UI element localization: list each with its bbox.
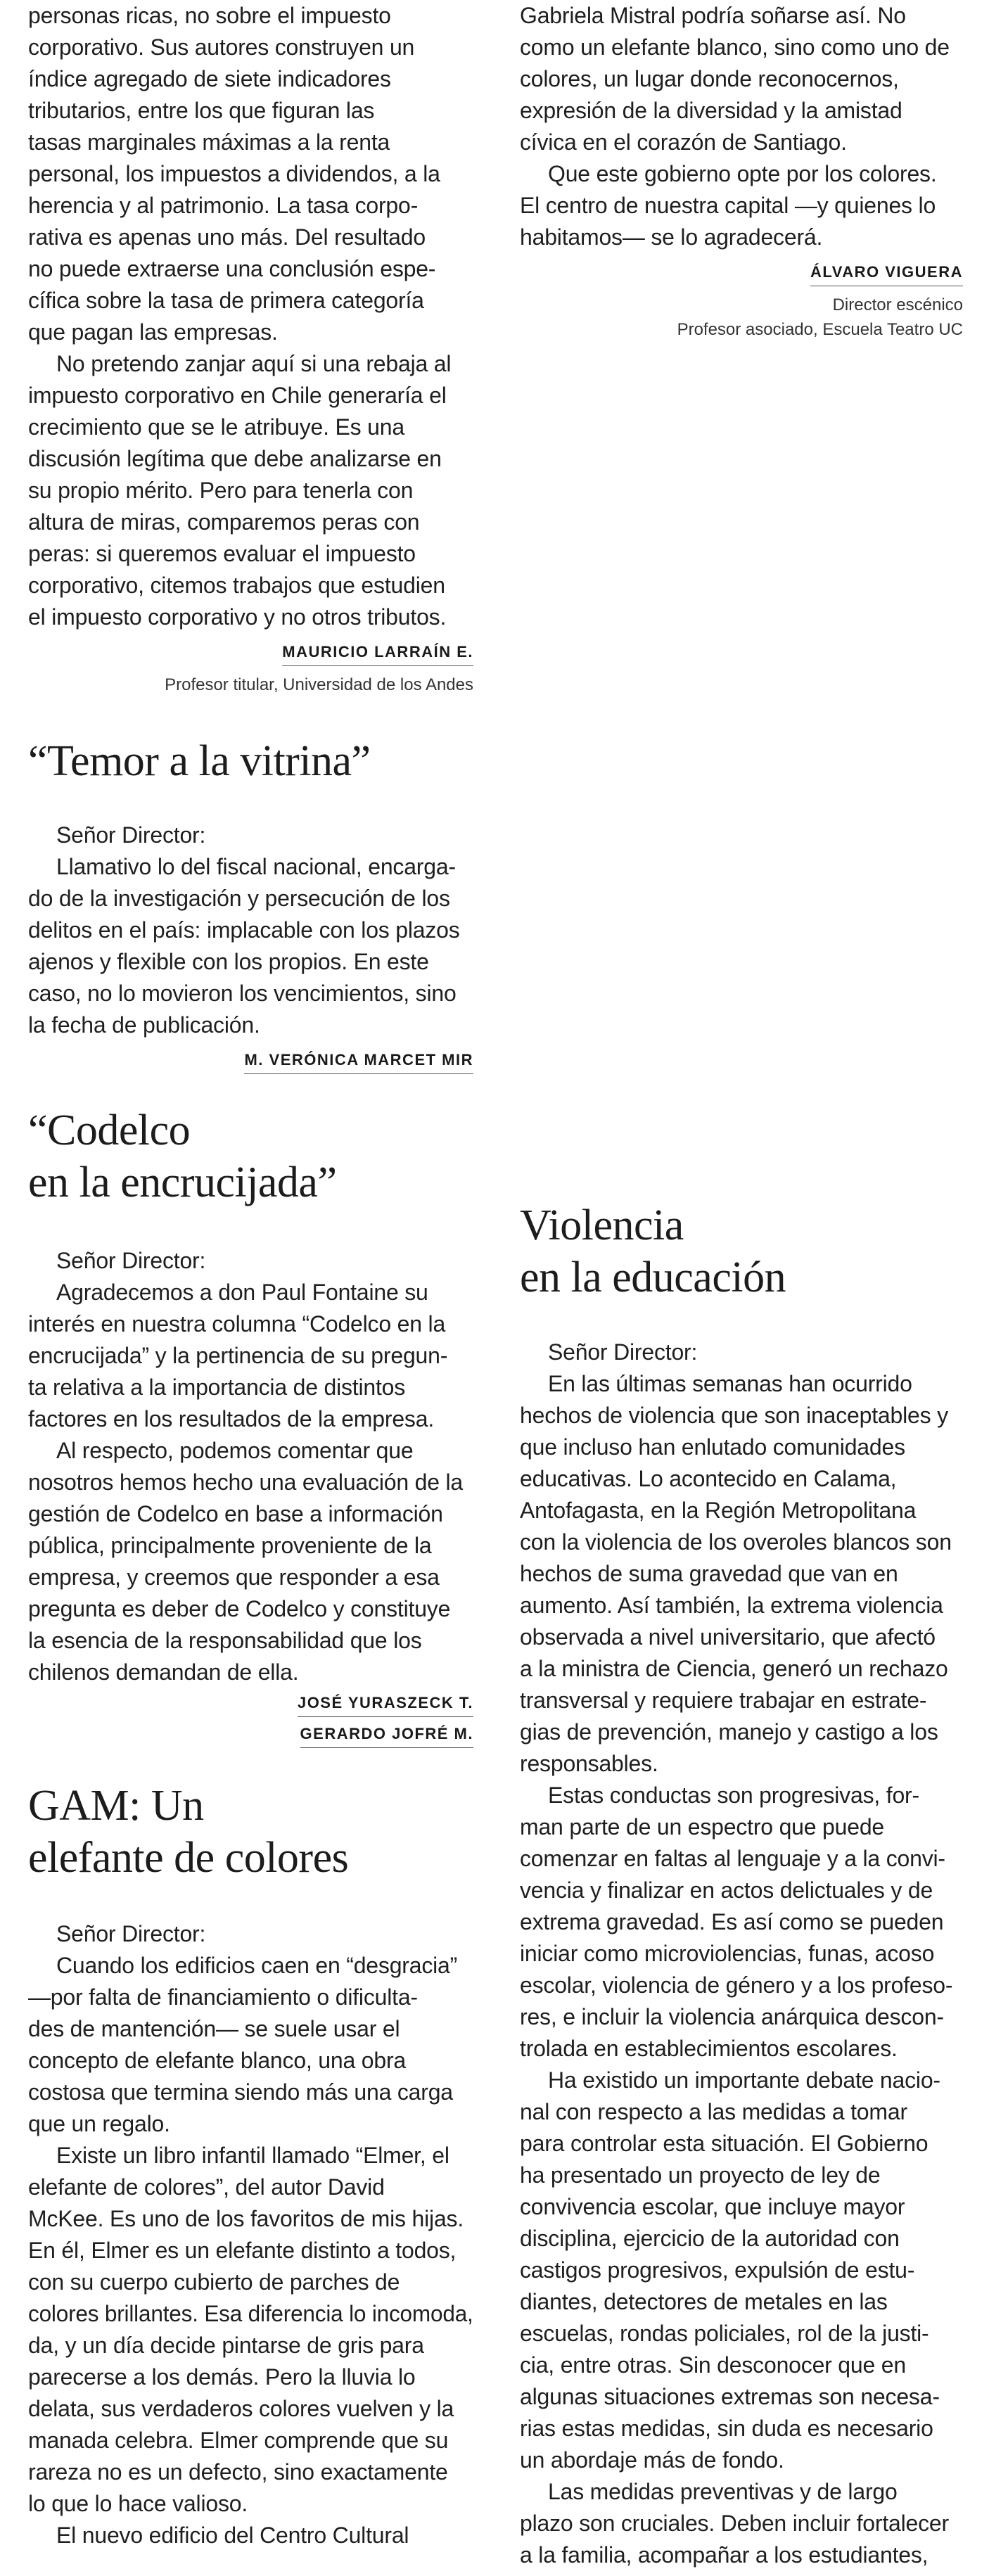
body-line: hechos de violencia que son inaceptables y <box>520 1403 948 1428</box>
body-line: aumento. Así también, la extrema violencia <box>520 1593 943 1618</box>
body-line: gestión de Codelco en base a información <box>28 1501 443 1526</box>
body-line: escuelas, rondas policiales, rol de la justi- <box>520 2321 929 2346</box>
body-line: nal con respecto a las medidas a tomar <box>520 2099 907 2124</box>
body-line: habitamos— se lo agradecerá. <box>520 224 823 250</box>
body-line: factores en los resultados de la empresa. <box>28 1406 435 1432</box>
body-line: pública, principalmente proveniente de la <box>28 1533 432 1558</box>
body-line: rativa es apenas uno más. Del resultado <box>28 224 426 250</box>
body-line: delata, sus verdaderos colores vuelven y la <box>28 2396 454 2421</box>
body-line: que un regalo. <box>28 2111 170 2136</box>
body-line: índice agregado de siete indicadores <box>28 66 391 91</box>
body-line: para controlar esta situación. El Gobierno <box>520 2131 929 2156</box>
body-line: concepto de elefante blanco, una obra <box>28 2048 407 2073</box>
author-role: Director escénico <box>832 295 963 314</box>
salutation: Señor Director: <box>56 822 206 848</box>
body-line: Llamativo lo del fiscal nacional, encarga- <box>56 854 456 879</box>
body-line: encrucijada” y la pertinencia de su pregun- <box>28 1343 448 1368</box>
body-line: disciplina, ejercicio de la autoridad con <box>520 2226 900 2251</box>
body-line: extrema gravedad. Es así como se pueden <box>520 1909 944 1934</box>
body-line: un abordaje más de fondo. <box>520 2447 784 2473</box>
body-line: pregunta es deber de Codelco y constituye <box>28 1596 451 1621</box>
body-line: la esencia de la responsabilidad que los <box>28 1628 422 1653</box>
body-line: Existe un libro infantil llamado “Elmer, el <box>56 2143 449 2168</box>
body-line: caso, no lo movieron los vencimientos, sino <box>28 981 457 1006</box>
author-role: Profesor asociado, Escuela Teatro UC <box>677 320 963 339</box>
body-line: costosa que termina siendo más una carga <box>28 2079 453 2105</box>
letter-headline: Violencia <box>520 1201 684 1249</box>
signature: GERARDO JOFRÉ M. <box>300 1723 473 1748</box>
body-line: chilenos demandan de ella. <box>28 1659 299 1685</box>
body-line: escolar, violencia de género y a los profeso- <box>520 1972 953 1998</box>
body-line: plazo son cruciales. Deben incluir fortalecer <box>520 2511 949 2536</box>
body-line: ta relativa a la importancia de distintos <box>28 1375 406 1400</box>
body-line: Estas conductas son progresivas, for- <box>548 1783 919 1808</box>
signature: ÁLVARO VIGUERA <box>810 262 963 286</box>
body-line: Ha existido un importante debate nacio- <box>548 2067 940 2093</box>
body-line: a la familia, acompañar a los estudiantes, <box>520 2542 929 2568</box>
body-line: da, y un día decide pintarse de gris para <box>28 2333 424 2358</box>
body-line: tributarios, entre los que figuran las <box>28 98 375 123</box>
body-line: iniciar como microviolencias, funas, acoso <box>520 1941 935 1966</box>
body-line: colores, un lugar donde reconocernos, <box>520 66 899 91</box>
body-line: educativas. Lo acontecido en Calama, <box>520 1466 897 1491</box>
body-line: do de la investigación y persecución de los <box>28 886 450 911</box>
letter-headline: GAM: Un <box>28 1782 204 1830</box>
salutation: Señor Director: <box>56 1921 206 1946</box>
body-line: el impuesto corporativo y no otros tributos. <box>28 604 447 630</box>
body-line: la fecha de publicación. <box>28 1012 260 1038</box>
body-line: ha presentado un proyecto de ley de <box>520 2162 881 2188</box>
body-line: altura de miras, comparemos peras con <box>28 509 420 535</box>
body-line: personal, los impuestos a dividendos, a la <box>28 161 440 186</box>
body-line: crecimiento que se le atribuye. Es una <box>28 414 404 440</box>
body-line: convivencia escolar, que incluye mayor <box>520 2194 905 2219</box>
body-line: parecerse a los demás. Pero la lluvia lo <box>28 2364 416 2390</box>
body-line: expresión de la diversidad y la amistad <box>520 98 902 123</box>
body-line: —por falta de financiamiento o dificulta- <box>28 1984 418 2010</box>
body-line: discusión legítima que debe analizarse en <box>28 446 442 471</box>
body-line: como un elefante blanco, sino como uno de <box>520 34 950 60</box>
body-line: lo que lo hace valioso. <box>28 2491 248 2516</box>
body-line: algunas situaciones extremas son necesa- <box>520 2384 940 2409</box>
author-role: Profesor titular, Universidad de los Andes <box>165 675 473 694</box>
body-line: tasas marginales máximas a la renta <box>28 129 390 155</box>
signature: MAURICIO LARRAÍN E. <box>282 642 473 666</box>
body-line: En él, Elmer es un elefante distinto a todos, <box>28 2238 457 2263</box>
salutation: Señor Director: <box>56 1248 206 1273</box>
body-line: Que este gobierno opte por los colores. <box>548 161 937 186</box>
body-line: rareza no es un defecto, sino exactamente <box>28 2459 448 2485</box>
body-line: que incluso han enlutado comunidades <box>520 1434 905 1460</box>
body-line: No pretendo zanjar aquí si una rebaja al <box>56 351 452 376</box>
body-line: nosotros hemos hecho una evaluación de la <box>28 1469 464 1495</box>
body-line: responsables. <box>520 1751 658 1776</box>
body-line: hechos de suma gravedad que van en <box>520 1561 898 1586</box>
body-line: observada a nivel universitario, que afectó <box>520 1624 936 1650</box>
body-line: cia, entre otras. Sin desconocer que en <box>520 2352 906 2378</box>
letter-headline: “Codelco <box>28 1107 191 1154</box>
body-line: Antofagasta, en la Región Metropolitana <box>520 1498 917 1523</box>
body-line: cífica sobre la tasa de primera categoría <box>28 288 424 313</box>
letter-headline: en la educación <box>520 1254 786 1301</box>
body-line: a la ministra de Ciencia, generó un rechazo <box>520 1656 948 1681</box>
body-line: peras: si queremos evaluar el impuesto <box>28 541 416 566</box>
body-line: man parte de un espectro que puede <box>520 1814 885 1839</box>
body-line: cívica en el corazón de Santiago. <box>520 129 847 155</box>
body-line: rias estas medidas, sin duda es necesario <box>520 2416 933 2441</box>
body-line: Agradecemos a don Paul Fontaine su <box>56 1280 428 1305</box>
body-line: manada celebra. Elmer comprende que su <box>28 2428 449 2453</box>
body-line: elefante de colores”, del autor David <box>28 2174 385 2200</box>
body-line: ajenos y flexible con los propios. En este <box>28 949 429 974</box>
body-line: El nuevo edificio del Centro Cultural <box>56 2523 409 2548</box>
body-line: con la violencia de los overoles blancos son <box>520 1529 952 1555</box>
signature: JOSÉ YURASZECK T. <box>298 1692 473 1717</box>
body-line: gias de prevención, manejo y castigo a los <box>520 1719 938 1745</box>
body-line: castigos progresivos, expulsión de estu- <box>520 2257 915 2283</box>
body-line: empresa, y creemos que responder a esa <box>28 1564 440 1590</box>
letter-headline: en la encrucijada” <box>28 1159 337 1206</box>
body-line: herencia y al patrimonio. La tasa corpo- <box>28 193 419 218</box>
body-line: Cuando los edificios caen en “desgracia” <box>56 1953 458 1978</box>
body-line: transversal y requiere trabajar en estrate- <box>520 1688 927 1713</box>
body-line: trolada en establecimientos escolares. <box>520 2036 898 2061</box>
letter-headline: “Temor a la vitrina” <box>28 737 371 785</box>
body-line: no puede extraerse una conclusión espe- <box>28 256 436 281</box>
body-line: corporativo, citemos trabajos que estudien <box>28 573 445 598</box>
body-line: McKee. Es uno de los favoritos de mis hijas. <box>28 2206 464 2231</box>
body-line: Al respecto, podemos comentar que <box>56 1438 414 1463</box>
body-line: El centro de nuestra capital —y quienes lo <box>520 193 936 218</box>
body-line: impuesto corporativo en Chile generaría el <box>28 383 447 408</box>
body-line: delitos en el país: implacable con los plazos <box>28 917 460 943</box>
body-line: con su cuerpo cubierto de parches de <box>28 2269 400 2295</box>
body-line: des de mantención— se suele usar el <box>28 2016 400 2041</box>
body-line: que pagan las empresas. <box>28 319 278 345</box>
body-line: colores brillantes. Esa diferencia lo incomoda, <box>28 2301 473 2326</box>
body-line: corporativo. Sus autores construyen un <box>28 34 415 60</box>
body-line: Las medidas preventivas y de largo <box>548 2479 898 2504</box>
body-line: res, e incluir la violencia anárquica descon- <box>520 2004 944 2029</box>
body-line: vencia y finalizar en actos delictuales y de <box>520 1877 933 1903</box>
letter-headline: elefante de colores <box>28 1834 349 1882</box>
body-line: En las últimas semanas han ocurrido <box>548 1371 912 1396</box>
body-line: diantes, detectores de metales en las <box>520 2289 888 2314</box>
body-line: interés en nuestra columna “Codelco en la <box>28 1311 446 1337</box>
body-line: comenzar en faltas al lenguaje y a la convi- <box>520 1846 945 1871</box>
signature: M. VERÓNICA MARCET MIR <box>244 1050 473 1074</box>
body-line: personas ricas, no sobre el impuesto <box>28 3 391 28</box>
salutation: Señor Director: <box>548 1339 698 1365</box>
body-line: su propio mérito. Pero para tenerla con <box>28 478 414 503</box>
body-line: Gabriela Mistral podría soñarse así. No <box>520 3 906 28</box>
